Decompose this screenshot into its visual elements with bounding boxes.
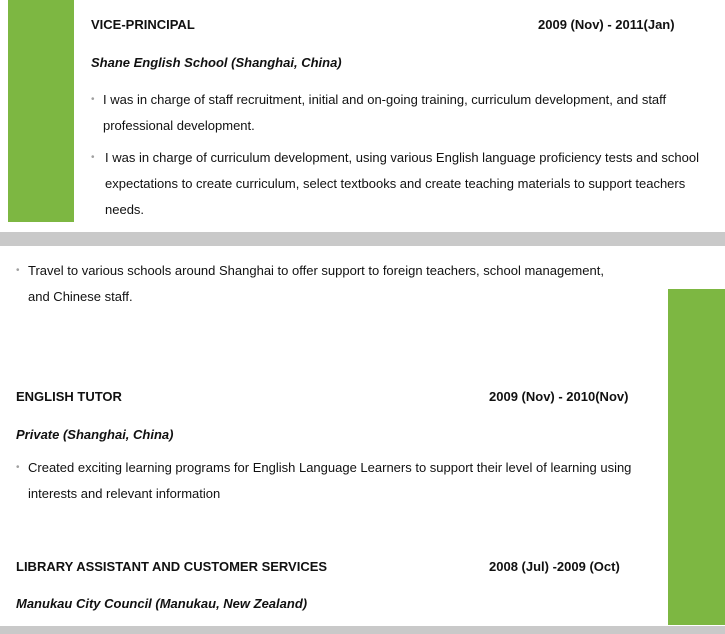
employer: Manukau City Council (Manukau, New Zealand) (16, 596, 308, 611)
page-separator (0, 232, 725, 246)
job-title: ENGLISH TUTOR (16, 389, 122, 404)
job-title: LIBRARY ASSISTANT AND CUSTOMER SERVICES (16, 559, 328, 574)
bullet-glyph: • (16, 265, 20, 276)
page-separator (0, 626, 725, 634)
bullet-glyph: • (91, 94, 95, 105)
list-item (91, 145, 721, 223)
bullet-text: I was in charge of staff recruitment, initial and on-going training, curriculum development, and staff professional development. (103, 92, 667, 133)
job-date: 2009 (Nov) - 2011(Jan) (538, 17, 675, 32)
list-item (16, 258, 656, 310)
list-item (91, 87, 721, 139)
page-accent-bar-right (668, 289, 725, 625)
page-accent-bar-left (8, 0, 74, 222)
list-item (16, 455, 656, 507)
bullet-glyph: • (91, 152, 95, 163)
employer: Private (Shanghai, China) (16, 427, 174, 442)
bullet-text: Created exciting learning programs for English Language Learners to support their level of learning using interests and relevant information (28, 460, 632, 501)
job-title: VICE-PRINCIPAL (91, 17, 195, 32)
employer: Shane English School (Shanghai, China) (91, 55, 342, 70)
job-date: 2009 (Nov) - 2010(Nov) (489, 389, 629, 404)
bullet-glyph: • (16, 462, 20, 473)
job-date: 2008 (Jul) -2009 (Oct) (489, 559, 620, 574)
bullet-text: Travel to various schools around Shanghai to offer support to foreign teachers, school management, and Chinese staff. (28, 263, 604, 304)
bullet-text: I was in charge of curriculum development, using various English language proficiency tests and school expectations to create curriculum, select textbooks and create teaching materials to support teachers needs. (105, 150, 699, 217)
